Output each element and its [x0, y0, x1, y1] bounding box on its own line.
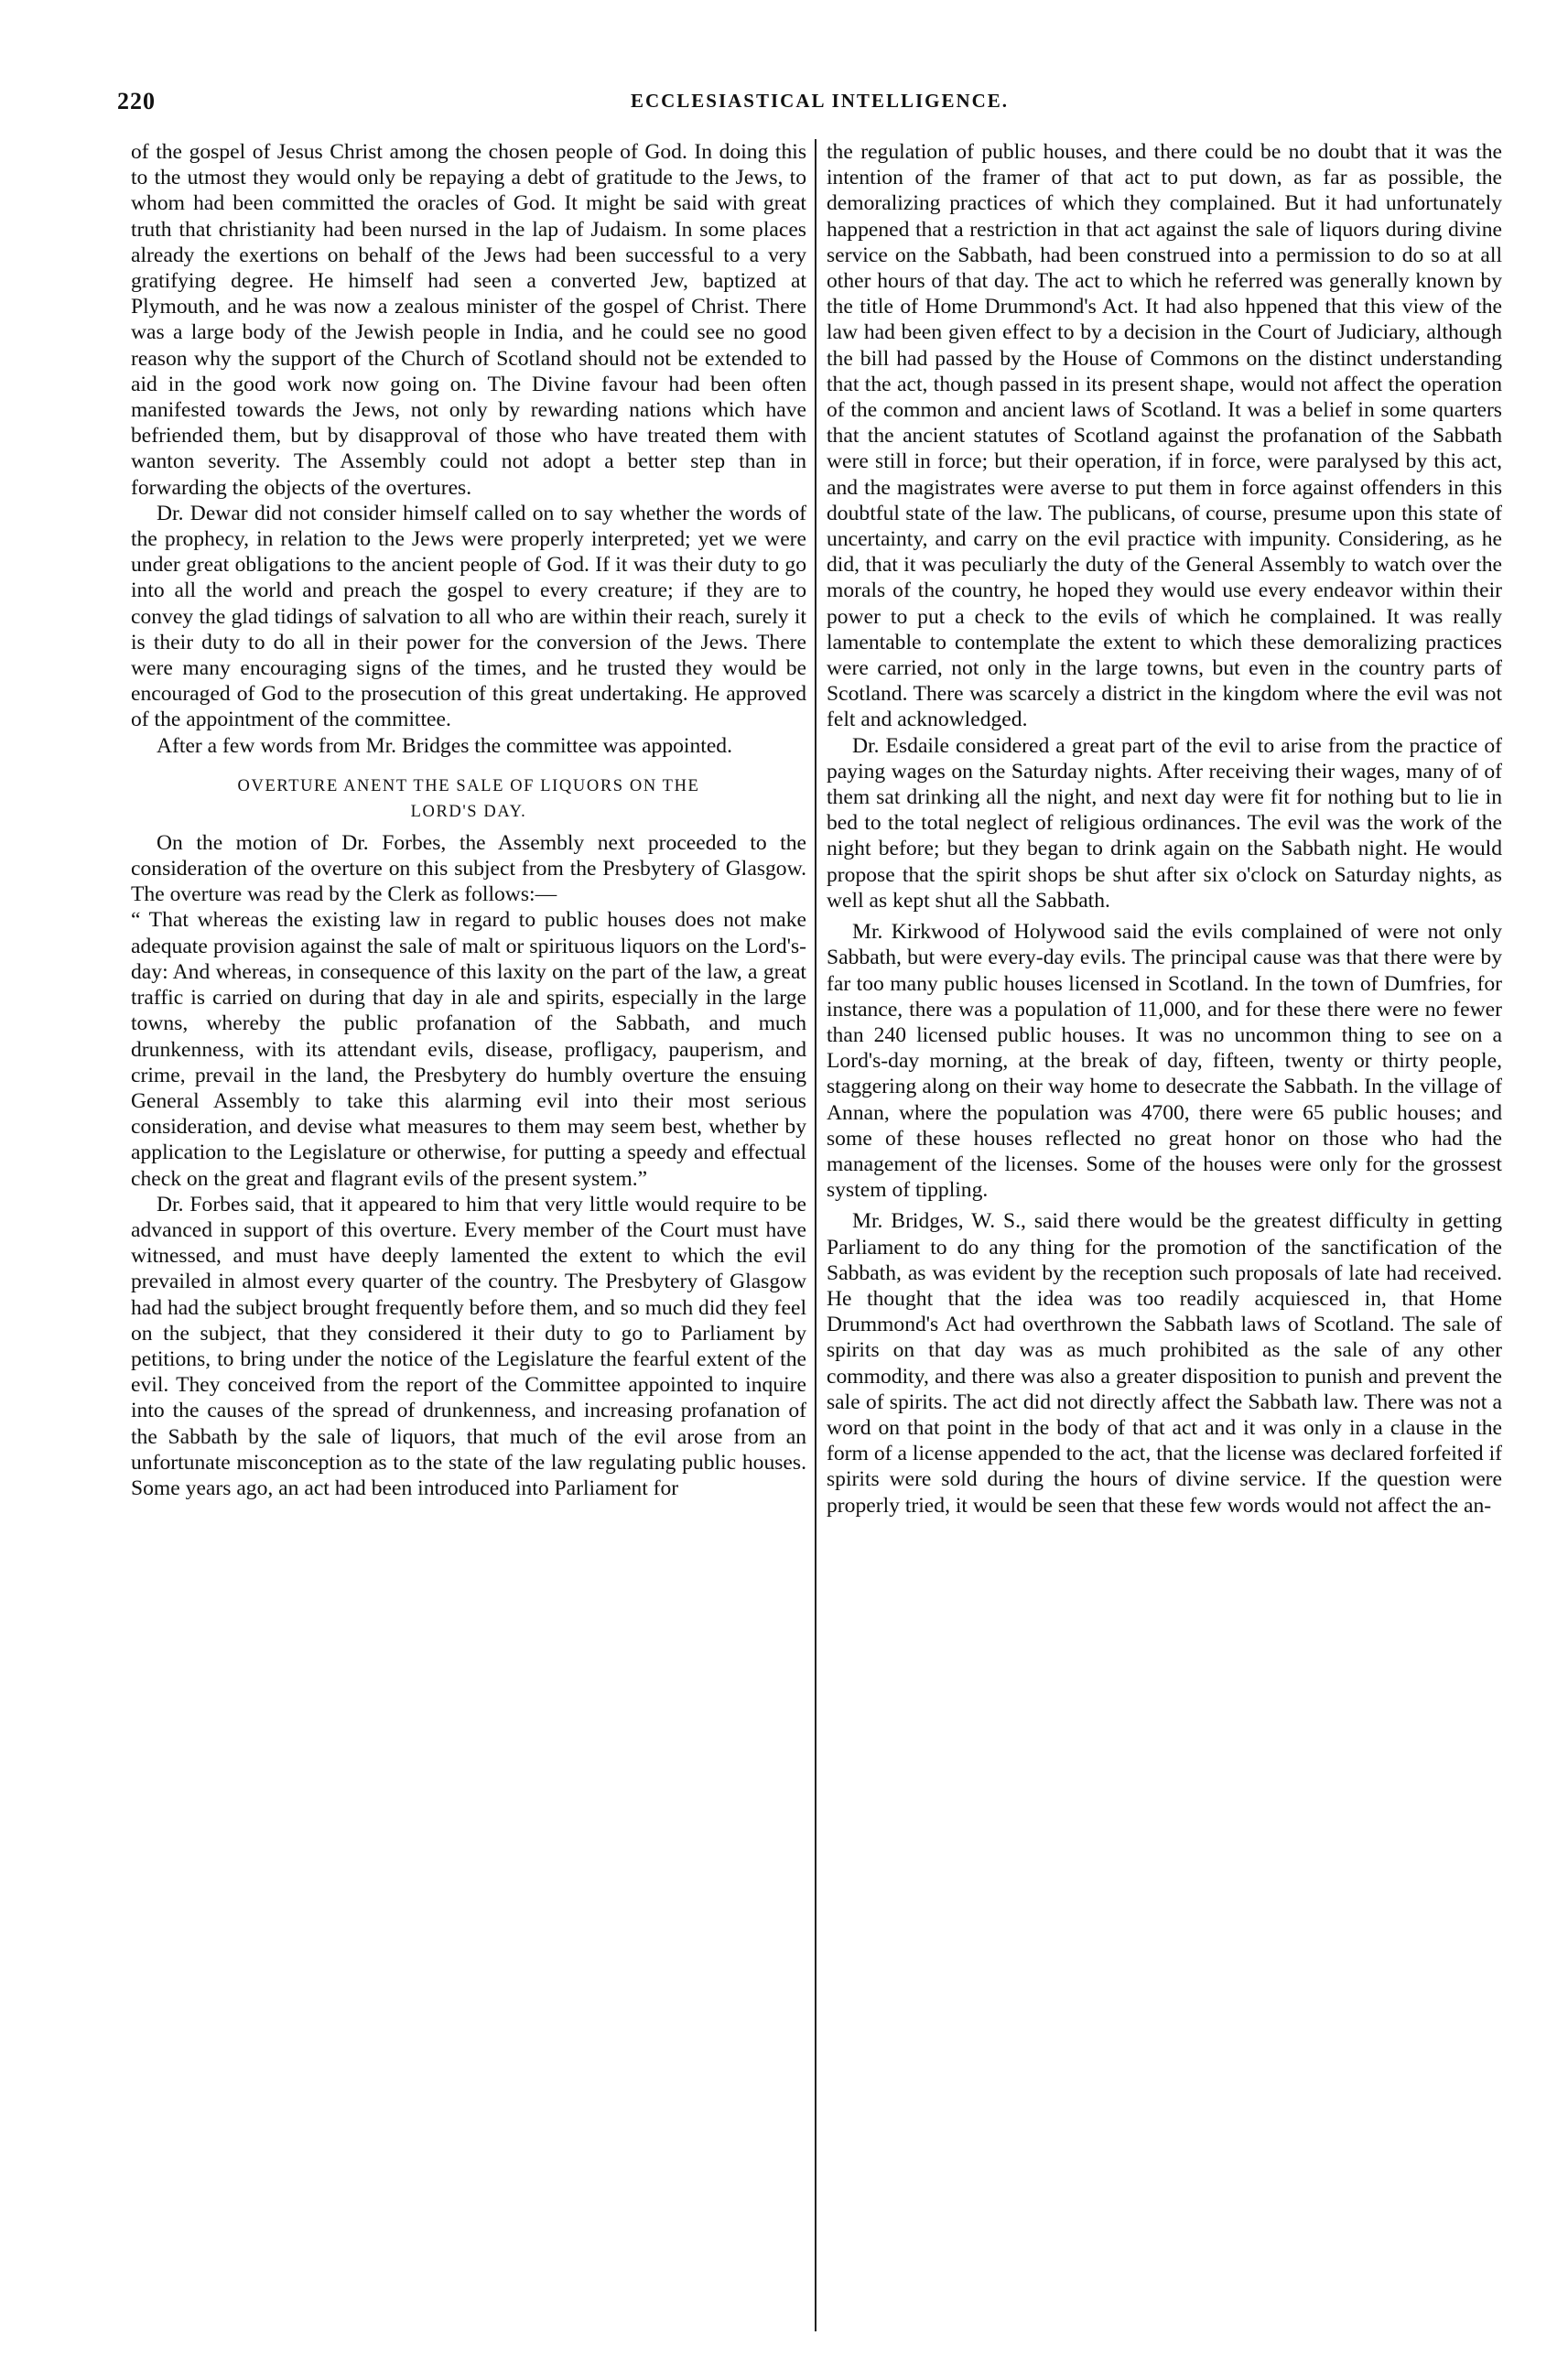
paragraph: After a few words from Mr. Bridges the committee was appointed. [157, 733, 733, 758]
right-column [827, 139, 1502, 2331]
paragraph: Dr. Dewar did not consider himself called on to say whether the words of the prophecy, in relation to the Jews were properly interpreted; yet we were under great obligations to the ancient people of God. If it was their duty to go into all the world and preach the gospel to every creature; if they are to convey the glad tidings of salvation to all who are within their reach, surely it is their duty to do all in their power for the conversion of the Jews. There were many encouraging signs of the times, and he trusted they would be encouraged of God to the prosecution of this great undertaking. He approved of the appointment of the committee. [131, 501, 806, 732]
column-divider [815, 139, 816, 2331]
section-heading-line: LORD'S DAY. [410, 802, 527, 821]
left-column [131, 139, 806, 2331]
paragraph: Dr. Esdaile considered a great part of the evil to arise from the practice of paying wages on the Saturday nights. After receiving their wages, many of of them sat drinking all the night, and next day were fit for nothing but to lie in bed to the total neglect of religious ordinances. The evil was the work of the night before; but they began to drink again on the Sabbath night. He would propose that the spirit shops be shut after six o'clock on Saturday nights, as well as kept shut all the Sabbath. [827, 733, 1502, 913]
overture-quote: “ That whereas the existing law in regard to public houses does not make adequate provision against the sale of malt or spirituous liquors on the Lord's-day: And whereas, in consequence of this laxity on the part of the law, a great traffic is carried on during that day in ale and spirits, especially in the large towns, whereby the public profanation of the Sabbath, and much drunkenness, with its attendant evils, disease, profligacy, pauperism, and crime, prevail in the land, the Presbytery do humbly overture the ensuing General Assembly to take this alarming evil into their most serious consideration, and devise what measures to them may seem best, whether by application to the Legislature or otherwise, for putting a speedy and effectual check on the great and flagrant evils of the present system.” [131, 908, 806, 1191]
paragraph: Dr. Forbes said, that it appeared to him that very little would require to be advanced in support of this overture. Every member of the Court must have witnessed, and must have deeply lamented the extent to which the evil prevailed in almost every quarter of the country. The Presbytery of Glasgow had had the subject brought frequently before them, and so much did they feel on the subject, that they considered it their duty to go to Parliament by petitions, to bring under the notice of the Legislature the fearful extent of the evil. They conceived from the report of the Committee appointed to inquire into the causes of the spread of drunkenness, and increasing profanation of the Sabbath by the sale of liquors, that much of the evil arose from an unfortunate misconception as to the state of the law regulating public houses. Some years ago, an act had been introduced into Parliament for [131, 1192, 806, 1500]
paragraph: Mr. Kirkwood of Holywood said the evils complained of were not only Sabbath, but were every-day evils. The principal cause was that there were by far too many public houses licensed in Scotland. In the town of Dumfries, for instance, there was a population of 11,000, and for these there were no fewer than 240 licensed public houses. It was no uncommon thing to see on a Lord's-day morning, at the break of day, fifteen, twenty or thirty people, staggering along on their way home to desecrate the Sabbath. In the village of Annan, where the population was 4700, there were 65 public houses; and some of these houses reflected no great honor on those who had the management of the licenses. Some of the houses were only for the grossest system of tippling. [827, 920, 1502, 1203]
section-heading [131, 773, 806, 825]
paragraph: On the motion of Dr. Forbes, the Assembly next proceeded to the consideration of the overture on this subject from the Presbytery of Glasgow. The overture was read by the Clerk as follows:— [131, 830, 806, 907]
section-heading-line: OVERTURE ANENT THE SALE OF LIQUORS ON THE [237, 776, 700, 795]
running-title: ECCLESIASTICAL INTELLIGENCE. [630, 90, 1010, 112]
paragraph: the regulation of public houses, and there could be no doubt that it was the intention of the framer of that act to put down, as far as possible, the demoralizing practices of which they complained. But it had unfortunately happened that a restriction in that act against the sale of liquors during divine service on the Sabbath, had been construed into a permission to do so at all other hours of that day. The act to which he referred was generally known by the title of Home Drummond's Act. It had also hppened that this view of the law had been given effect to by a decision in the Court of Judiciary, although the bill had passed by the House of Commons on the distinct understanding that the act, though passed in its present shape, would not affect the operation of the common and ancient laws of Scotland. It was a belief in some quarters that the ancient statutes of Scotland against the profanation of the Sabbath were still in force; but their operation, if in force, were paralysed by this act, and the magistrates were averse to put them in force against offenders in this doubtful state of the law. The publicans, of course, presume upon this state of uncertainty, and carry on the evil practice with impunity. Considering, as he did, that it was peculiarly the duty of the General Assembly to watch over the morals of the country, he hoped they would use every endeavor within their power to put a check to the evils of which he complained. It was really lamentable to contemplate the extent to which these demoralizing practices were carried, not only in the large towns, but even in the country parts of Scotland. There was scarcely a district in the kingdom where the evil was not felt and acknowledged. [827, 140, 1502, 732]
paragraph: of the gospel of Jesus Christ among the chosen people of God. In doing this to the utmost they would only be repaying a debt of gratitude to the Jews, to whom had been committed the oracles of God. It might be said with great truth that christianity had been nursed in the lap of Judaism. In some places already the exertions on behalf of the Jews had been successful to a very gratifying degree. He himself had seen a converted Jew, baptized at Plymouth, and he was now a zealous minister of the gospel of Christ. There was a large body of the Jewish people in India, and he could see no good reason why the support of the Church of Scotland should not be extended to aid in the good work now going on. The Divine favour had been often manifested towards the Jews, not only by rewarding nations which have befriended them, but by disapproval of those who have treated them with wanton severity. The Assembly could not adopt a better step than in forwarding the objects of the overtures. [131, 140, 806, 500]
page-header [117, 88, 1522, 124]
paragraph: Mr. Bridges, W. S., said there would be the greatest difficulty in getting Parliament to do any thing for the promotion of the sanctification of the Sabbath, as was evident by the reception such proposals of late had received. He thought that the idea was too readily acquiesced in, that Home Drummond's Act had overthrown the Sabbath laws of Scotland. The sale of spirits on that day was as much prohibited as the sale of any other commodity, and there was also a greater disposition to punish and prevent the sale of spirits. The act did not directly affect the Sabbath law. There was not a word on that point in the body of that act and it was only in a clause in the form of a license appended to the act, that the license was declared forfeited if spirits were sold during the hours of divine service. If the question were properly tried, it would be seen that these few words would not affect the an- [827, 1209, 1502, 1518]
page-number: 220 [117, 88, 156, 114]
